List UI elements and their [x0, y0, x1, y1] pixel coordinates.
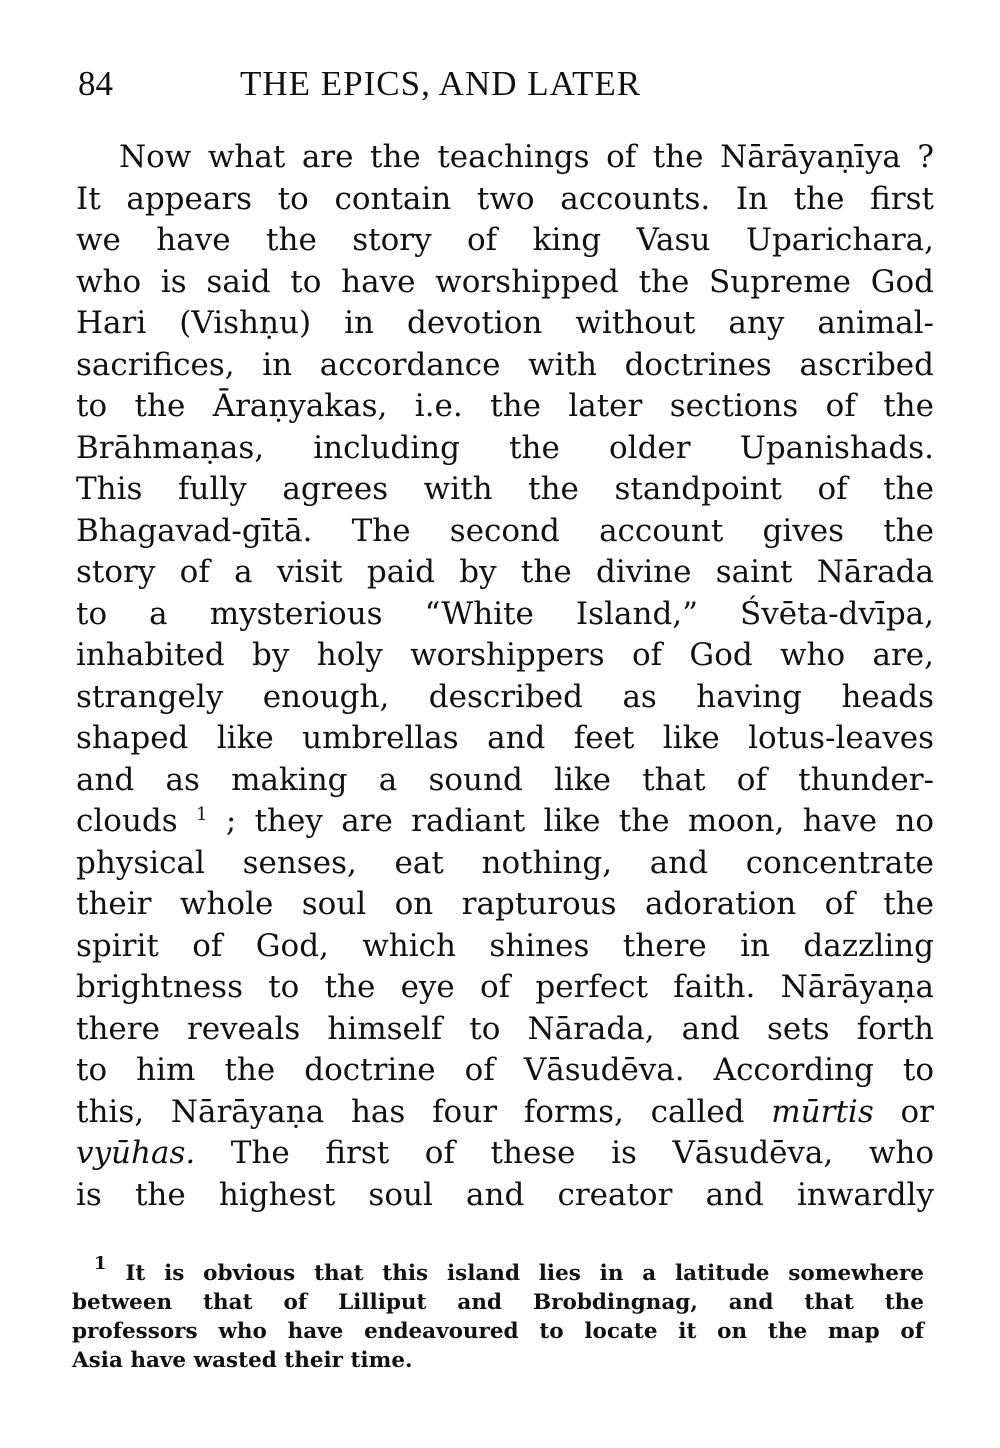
text-fragment: clouds [76, 803, 178, 839]
italic-term: mūrtis [771, 1093, 874, 1130]
text-line: their whole soul on rapturous adoration of the [76, 886, 934, 922]
text-line: we have the story of king Vasu Uparichara, [76, 222, 934, 258]
text-fragment: this, Nārāyaṇa has four forms, called [76, 1093, 745, 1130]
text-fragment: ; they are radiant like the moon, have no [225, 803, 935, 839]
running-head-title: THE EPICS, AND LATER [240, 64, 642, 103]
text-fragment: or [900, 1093, 934, 1130]
text-line: spirit of God, which shines there in dazzling [76, 927, 934, 964]
text-line: brightness to the eye of perfect faith. Nārāyaṇa [76, 969, 934, 1005]
text-line: who is said to have worshipped the Supreme God [76, 263, 934, 300]
italic-term: vyūhas. [76, 1135, 196, 1171]
text-line: physical senses, eat nothing, and concentrate [76, 844, 934, 881]
footnote-line: between that of Lilliput and Brobdingnag, and that the [72, 1290, 924, 1315]
text-line: inhabited by holy worshippers of God who are, [76, 637, 934, 673]
text-line [76, 1133, 934, 1175]
text-line: Bhagavad-gītā. The second account gives the [76, 512, 934, 549]
text-line: to him the doctrine of Vāsudēva. According to [76, 1052, 934, 1088]
footnote-line: professors who have endeavoured to locate it on the map of [72, 1319, 924, 1344]
text-line: Hari (Vishṇu) in devotion without any animal- [76, 305, 934, 341]
text-line [76, 1092, 934, 1134]
text-line: Brāhmaṇas, including the older Upanishads. [76, 429, 934, 466]
text-line: This fully agrees with the standpoint of the [76, 471, 934, 507]
main-paragraph [76, 137, 934, 1216]
text-fragment: The first of these is Vāsudēva, who [230, 1135, 934, 1171]
text-line: there reveals himself to Nārada, and sets forth [76, 1010, 934, 1047]
text-line: sacrifices, in accordance with doctrines ascribed [76, 346, 934, 383]
footnote [72, 1253, 924, 1375]
text-line: story of a visit paid by the divine saint Nārada [76, 554, 934, 590]
text-line: shaped like umbrellas and feet like lotus-leaves [76, 720, 934, 756]
footnote-line [72, 1253, 924, 1288]
footnote-reference[interactable]: 1 [196, 804, 208, 825]
text-line [76, 801, 934, 843]
text-line: and as making a sound like that of thunder- [76, 761, 934, 798]
text-line: It appears to contain two accounts. In the first [76, 180, 934, 217]
text-line: is the highest soul and creator and inwardly [76, 1176, 934, 1213]
page-number: 84 [78, 64, 113, 103]
text-line: Now what are the teachings of the Nārāyaṇīya ? [119, 139, 934, 175]
text-line: to the Āraṇyakas, i.e. the later sections of the [76, 388, 934, 424]
running-header [78, 58, 938, 110]
text-line: strangely enough, described as having heads [76, 678, 934, 715]
text-line: to a mysterious “White Island,” Śvēta-dvīpa, [76, 595, 934, 632]
text-fragment: It is obvious that this island lies in a latitude somewhere [125, 1261, 924, 1286]
footnote-line: Asia have wasted their time. [72, 1348, 413, 1373]
footnote-marker: 1 [94, 1253, 107, 1274]
